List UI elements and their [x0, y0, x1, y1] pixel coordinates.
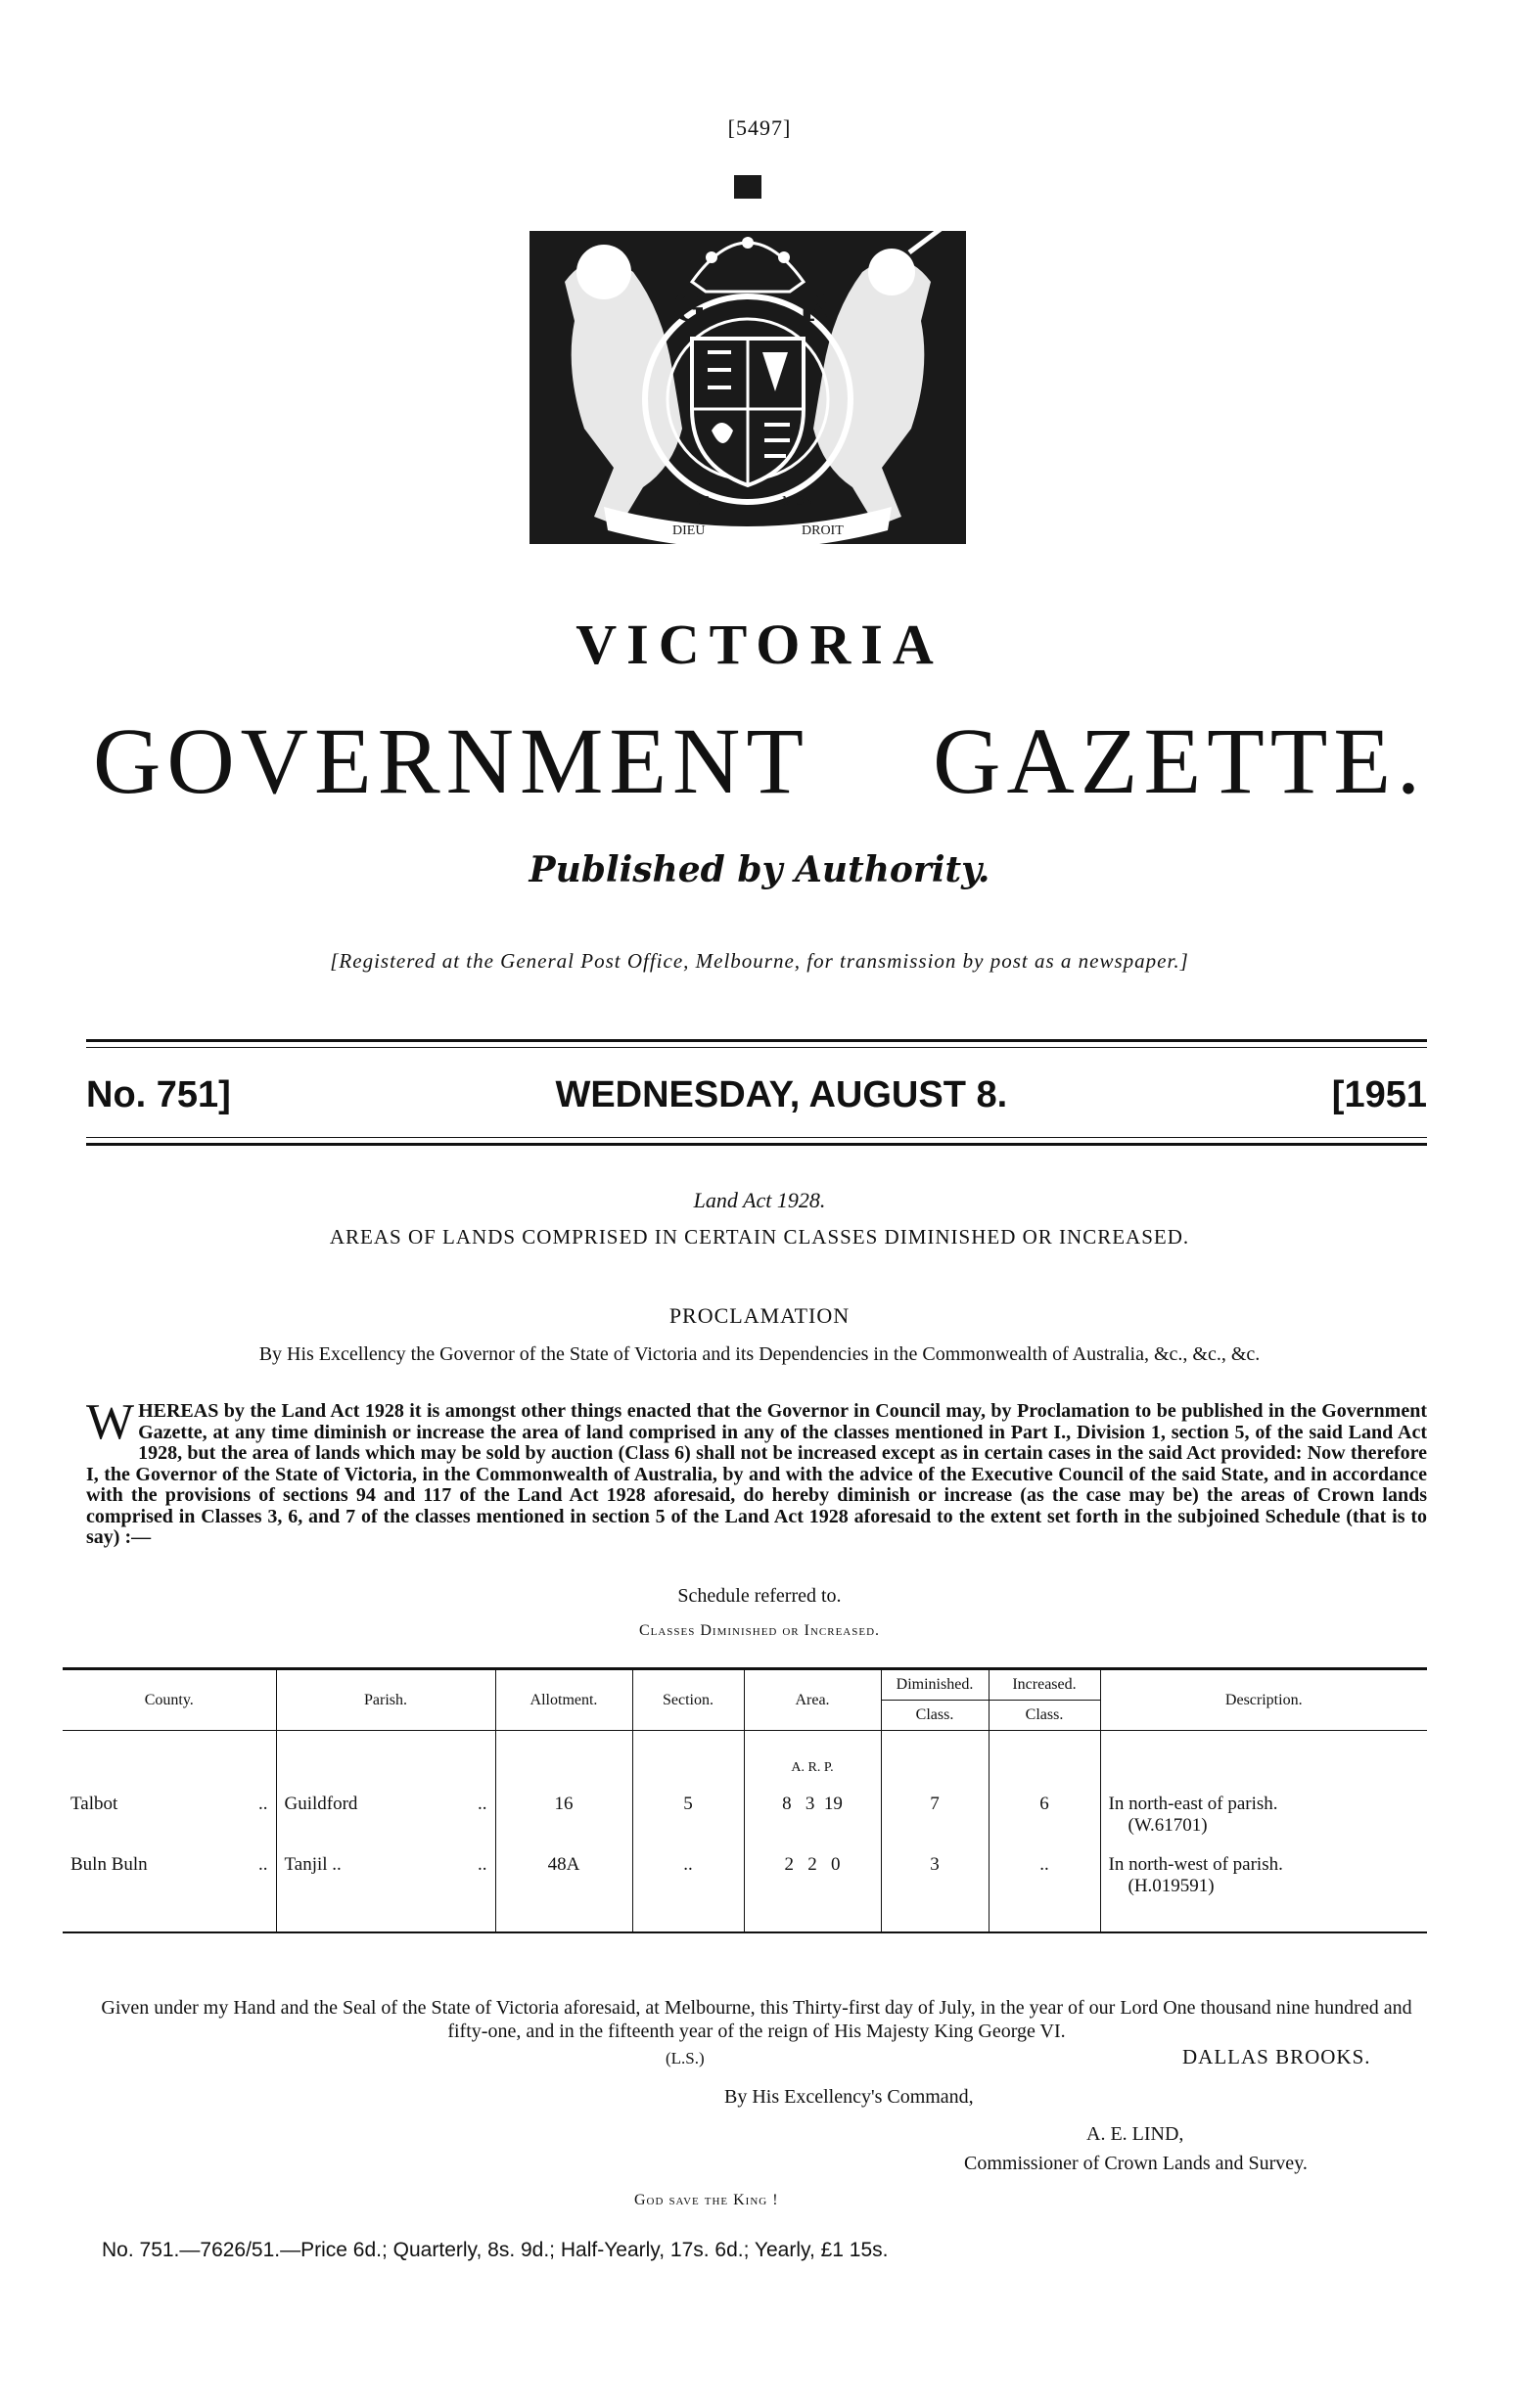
governor-signature: DALLAS BROOKS. [1182, 2045, 1371, 2068]
cell-diminished: 7 [881, 1790, 989, 1850]
royal-coat-of-arms [526, 174, 970, 548]
crest-cipher-r: R [798, 285, 831, 331]
cell-parish: Guildford .. [276, 1790, 495, 1850]
signatory-title: Commissioner of Crown Lands and Survey. [964, 2153, 1308, 2174]
masthead-word-gazette: GAZETTE. [933, 708, 1426, 813]
proclamation-text: HEREAS by the Land Act 1928 it is amongst other things enacted that the Governor in Council may, by Proclamation to be published in the Government Gazette, at any time diminish or increase the area of land comprised in any of the classes mentioned in Part I., Division 1, section 5, of the said Land Act 1928, but the area of lands which may be sold by auction (Class 6) shall not be increased except as in certain cases in the said Act provided: Now therefore I, the Governor of the State of Victoria, in the Commonwealth of Australia, by and with the advice of the Executive Council of the said State, and in accordance with the provisions of sections 94 and 117 of the Land Act 1928 aforesaid, do hereby diminish or increase (as the case may be) the areas of Crown lands comprised in Classes 3, 6, and 7 of the classes mentioned in section 5 of the Land Act 1928 aforesaid to the extent set forth in the subjoined Schedule (that is to say) :— [86, 1400, 1427, 1548]
header-class-increased: Class. [989, 1701, 1100, 1731]
proclamation-body [86, 1394, 1427, 1549]
masthead-word-government: GOVERNMENT [93, 708, 809, 813]
god-save-the-king: God save the King ! [634, 2192, 779, 2208]
table-row [63, 1790, 1427, 1850]
crest-cipher-g: G [672, 285, 707, 331]
issue-year: [1951 [1331, 1074, 1427, 1115]
cell-diminished: 3 [881, 1850, 989, 1932]
notice-heading: AREAS OF LANDS COMPRISED IN CERTAIN CLASSES DIMINISHED OR INCREASED. [329, 1225, 1190, 1249]
header-county: County. [63, 1669, 276, 1731]
cell-county: Buln Buln .. [70, 1853, 268, 1875]
schedule-table [63, 1667, 1427, 1934]
signatory-name: A. E. LIND, [1086, 2123, 1184, 2145]
cell-description: In north-east of parish. (W.61701) [1100, 1790, 1427, 1850]
proclamation-heading: PROCLAMATION [668, 1303, 851, 1328]
cell-section: .. [632, 1850, 744, 1932]
header-area: Area. [744, 1669, 881, 1731]
bottom-rule-thick [86, 1143, 1427, 1146]
cell-area: 8 3 19 [744, 1790, 881, 1850]
header-section: Section. [632, 1669, 744, 1731]
issue-date: WEDNESDAY, AUGUST 8. [555, 1074, 1008, 1115]
classes-heading: Classes Diminished or Increased. [638, 1622, 881, 1639]
crest-motto-right: DROIT [802, 523, 844, 538]
schedule-referred: Schedule referred to. [677, 1585, 842, 1607]
cell-parish: Tanjil .. .. [276, 1850, 495, 1932]
header-increased: Increased. [989, 1669, 1100, 1701]
given-under-seal: Given under my Hand and the Seal of the State of Victoria aforesaid, at Melbourne, this Thirty-first day of July, in the year of our Lord One thousand nine hundred and fifty-one, and in the fifteenth year of the reign of His Majesty King George VI. [101, 1997, 1412, 2042]
header-class-diminished: Class. [881, 1701, 989, 1731]
act-title: Land Act 1928. [693, 1188, 826, 1212]
table-row [63, 1850, 1427, 1932]
cell-county: Talbot .. [70, 1793, 268, 1814]
cell-increased: 6 [989, 1790, 1100, 1850]
cell-description: In north-west of parish. (H.019591) [1100, 1850, 1427, 1932]
cell-increased: .. [989, 1850, 1100, 1932]
registration-note: [Registered at the General Post Office, Melbourne, for transmission by post as a newspaper.] [330, 949, 1189, 973]
area-units: A. R. P. [744, 1731, 881, 1790]
header-description: Description. [1100, 1669, 1427, 1731]
cell-allotment: 48A [495, 1850, 632, 1932]
crest-et: ET [692, 494, 710, 509]
top-rule-thin [86, 1047, 1427, 1048]
header-parish: Parish. [276, 1669, 495, 1731]
published-by-authority: Published by Authority. [529, 849, 990, 890]
crest-mon: MON [782, 494, 814, 509]
crest-motto-left: DIEU [672, 523, 706, 538]
cell-section: 5 [632, 1790, 744, 1850]
header-diminished: Diminished. [881, 1669, 989, 1701]
masthead-gazette [93, 706, 1426, 815]
locus-sigilli: (L.S.) [666, 2049, 705, 2067]
issue-number: No. 751] [86, 1074, 231, 1115]
cell-area: 2 2 0 [744, 1850, 881, 1932]
top-rule-thick [86, 1039, 1427, 1042]
issue-bar [86, 1074, 1427, 1116]
price-line: No. 751.—7626/51.—Price 6d.; Quarterly, 8s. 9d.; Half-Yearly, 17s. 6d.; Yearly, £1 15s. [102, 2239, 889, 2261]
cell-allotment: 16 [495, 1790, 632, 1850]
masthead-victoria: VICTORIA [575, 613, 944, 676]
header-allotment: Allotment. [495, 1669, 632, 1731]
by-command: By His Excellency's Command, [724, 2086, 974, 2108]
drop-cap: W [86, 1394, 135, 1450]
by-his-excellency: By His Excellency the Governor of the State of Victoria and its Dependencies in the Commonwealth of Australia, &c., &c., &c. [258, 1343, 1261, 1365]
page-number: [5497] [727, 115, 792, 140]
bottom-rule-thin [86, 1137, 1427, 1138]
